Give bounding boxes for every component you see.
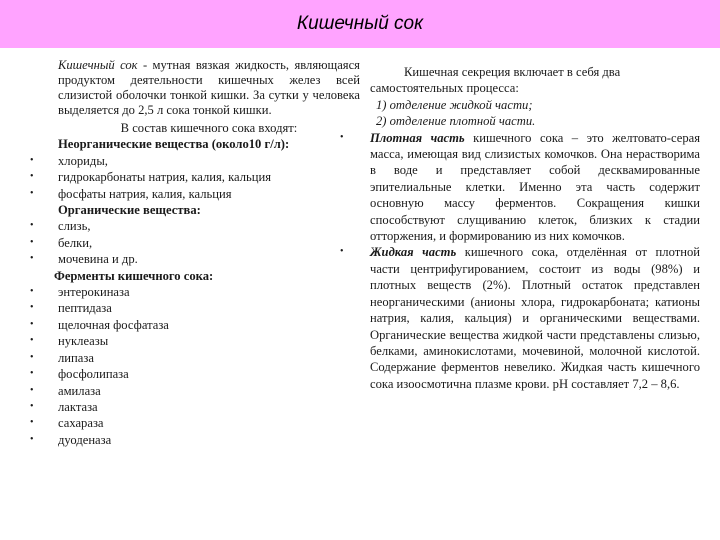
- list-item: [30, 284, 360, 300]
- list-item-text: лактаза: [58, 399, 98, 414]
- list-item-text: гидрокарбонаты натрия, калия, кальция: [58, 170, 271, 185]
- bullet: •: [30, 417, 34, 429]
- bullet: •: [340, 131, 344, 143]
- list-item-text: щелочная фосфатаза: [58, 317, 169, 332]
- list-item-text: слизь,: [58, 219, 91, 234]
- left-column: [30, 58, 360, 448]
- bullet: •: [30, 302, 34, 314]
- list-item-text: пептидаза: [58, 301, 112, 316]
- list-item: [30, 383, 360, 399]
- list-item-text: белки,: [58, 235, 93, 250]
- dense-part-item: [340, 130, 700, 245]
- enzymes-heading: Ферменты кишечного сока:: [54, 268, 214, 283]
- list-item-text: фосфаты натрия, калия, кальция: [58, 186, 232, 201]
- title-bar: [0, 0, 720, 48]
- liquid-text: кишечного сока, отделённая от плотной части центрифугированием, состоит из воды (98%) и плотных веществ (2%). Плотный остаток представлен неорганическими (анионы хлора, гидрокарбоната; катионы натрия, калия, кальция) и органическими веществами. Органические вещества жидкой части представлены слизью, белками, аминокислотами, мочевиной, молочной кислотой. Содержание ферментов невелико. Жидкая часть кишечного сока изоосмотична плазме крови. рН составляет 7,2 – 8,6.: [370, 245, 700, 391]
- list-item: [30, 251, 360, 267]
- bullet: •: [30, 286, 34, 298]
- process-2: 2) отделение плотной части.: [376, 114, 536, 129]
- enzyme-list: [30, 284, 360, 448]
- list-item: [30, 350, 360, 366]
- bullet: •: [30, 384, 34, 396]
- list-item: [30, 432, 360, 448]
- intro-paragraph: [30, 58, 360, 118]
- right-column: [340, 64, 700, 392]
- list-item-text: хлориды,: [58, 153, 108, 168]
- list-item: [30, 169, 360, 185]
- bullet: •: [30, 154, 34, 166]
- list-item-text: фосфолипаза: [58, 367, 129, 382]
- list-item-text: нуклеазы: [58, 334, 109, 349]
- list-item: [30, 235, 360, 251]
- right-intro-line1: Кишечная секреция включает в себя два: [404, 65, 621, 79]
- list-item: [30, 300, 360, 316]
- list-item: [30, 415, 360, 431]
- inorganic-list: [30, 153, 360, 202]
- organic-heading: Органические вещества:: [58, 203, 201, 218]
- organic-list: [30, 218, 360, 267]
- composition-heading: В состав кишечного сока входят:: [120, 121, 298, 135]
- list-item-text: дуоденаза: [58, 432, 112, 447]
- slide-title: Кишечный сок: [296, 13, 424, 34]
- list-item: [30, 333, 360, 349]
- inorganic-heading: Неорганические вещества (около10 г/л):: [58, 137, 290, 152]
- intro-rest: - мутная вязкая жидкость, являющаяся продуктом деятельности кишечных желез всей слизистой оболочки тонкой кишки. За сутки у человека выделяется до 2,5 л сока тонкой кишки.: [58, 58, 360, 117]
- bullet: •: [30, 171, 34, 183]
- bullet: •: [340, 246, 344, 258]
- list-item: [30, 218, 360, 234]
- dense-text: кишечного сока – это желтовато-серая масса, имеющая вид слизистых комочков. Она нерастворима в воде и представляет собой десквамированные эпителиальные клетки. Именно эта часть содержит основную массу ферментов. Сокращения кишки способствуют слущиванию клеток, близких к стадии отторжения, и формированию из них комочков.: [370, 130, 701, 244]
- list-item: [30, 186, 360, 202]
- bullet: •: [30, 351, 34, 363]
- process-1: 1) отделение жидкой части;: [376, 97, 533, 112]
- bullet: •: [30, 187, 34, 199]
- intro-lead: Кишечный сок: [58, 58, 138, 72]
- list-item-text: сахараза: [58, 416, 104, 431]
- liquid-part-item: [340, 244, 700, 392]
- list-item: [30, 317, 360, 333]
- list-item-text: мочевина и др.: [58, 252, 138, 267]
- list-item-text: амилаза: [58, 383, 101, 398]
- bullet: •: [30, 433, 34, 445]
- liquid-term: Жидкая часть: [370, 245, 457, 260]
- bullet: •: [30, 335, 34, 347]
- dense-term: Плотная часть: [370, 130, 465, 145]
- bullet: •: [30, 220, 34, 232]
- bullet: •: [30, 253, 34, 265]
- bullet: •: [30, 368, 34, 380]
- list-item-text: энтерокиназа: [58, 285, 130, 300]
- bullet: •: [30, 236, 34, 248]
- list-item: [30, 153, 360, 169]
- list-item-text: липаза: [58, 350, 94, 365]
- bullet: •: [30, 400, 34, 412]
- bullet: •: [30, 318, 34, 330]
- list-item: [30, 399, 360, 415]
- right-intro-line2: самостоятельных процесса:: [370, 81, 519, 96]
- list-item: [30, 366, 360, 382]
